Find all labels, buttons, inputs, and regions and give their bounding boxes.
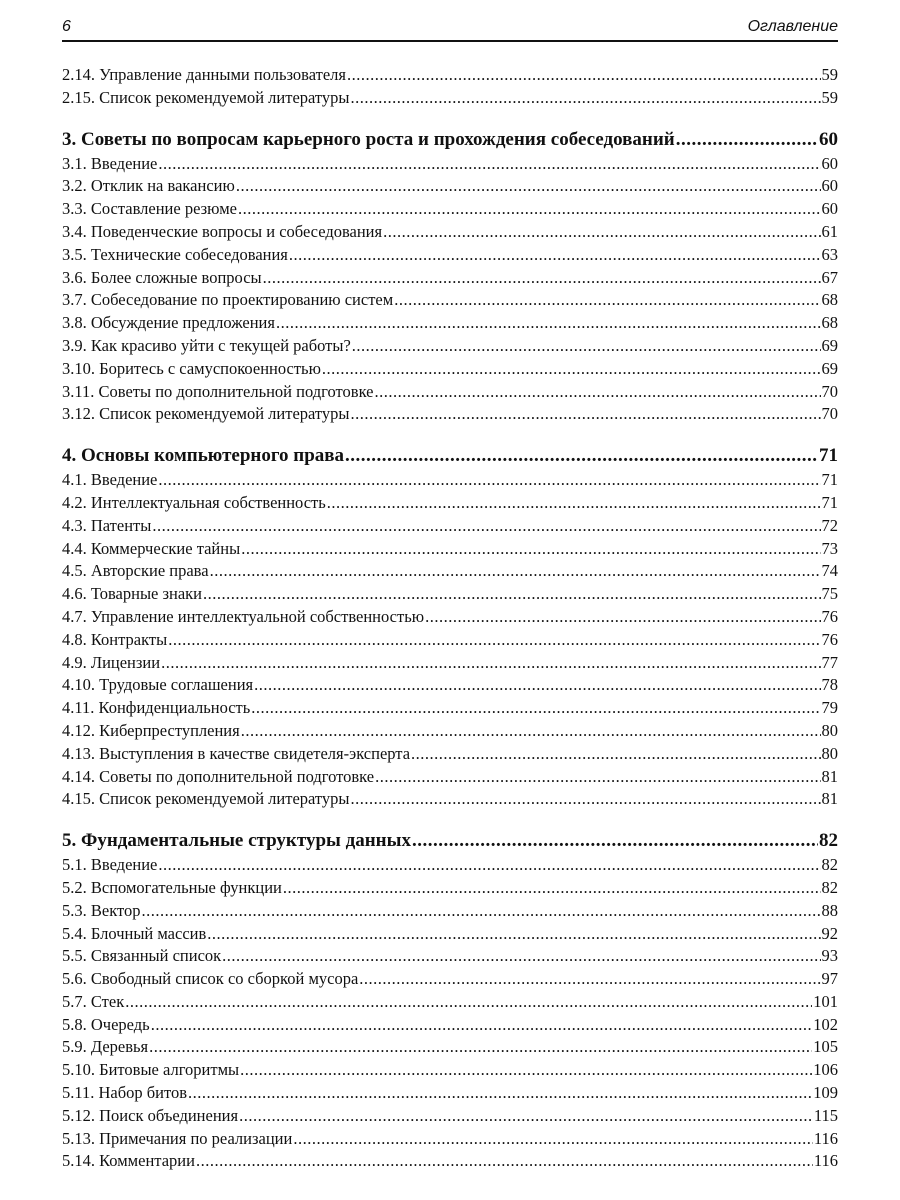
toc-entry[interactable] [62, 900, 838, 923]
dot-leader [188, 1082, 812, 1105]
toc-entry[interactable] [62, 312, 838, 335]
toc-entry[interactable] [62, 968, 838, 991]
dot-leader [411, 743, 820, 766]
dot-leader [351, 87, 821, 110]
toc-entry[interactable] [62, 560, 838, 583]
toc-label: 5. Фундаментальные структуры данных [62, 830, 411, 852]
toc-label: 4.2. Интеллектуальная собственность [62, 492, 326, 512]
toc-entry[interactable] [62, 1105, 838, 1128]
toc-chapter[interactable] [62, 443, 838, 469]
dot-leader [161, 652, 820, 675]
dot-leader [322, 358, 821, 381]
toc-entry[interactable] [62, 221, 838, 244]
toc-label: 5.2. Вспомогательные функции [62, 877, 282, 897]
toc-entry[interactable] [62, 335, 838, 358]
toc-label: 3. Советы по вопросам карьерного роста и прохождения собеседований [62, 128, 675, 150]
dot-leader [276, 312, 821, 335]
dot-leader [283, 877, 821, 900]
toc-entry[interactable] [62, 153, 838, 176]
dot-leader [142, 900, 821, 923]
toc-page-number: 76 [821, 606, 838, 626]
toc-label: 5.8. Очередь [62, 1014, 150, 1034]
toc-entry[interactable] [62, 606, 838, 629]
toc-entry[interactable] [62, 87, 838, 110]
toc-label: 3.4. Поведенческие вопросы и собеседования [62, 221, 383, 241]
toc-entry[interactable] [62, 469, 838, 492]
toc-entry[interactable] [62, 538, 838, 561]
toc-page-number: 105 [813, 1037, 838, 1057]
toc-label: 5.4. Блочный массив [62, 923, 207, 943]
toc-page-number: 79 [821, 698, 838, 718]
toc-label: 4.9. Лицензии [62, 652, 161, 672]
toc-label: 4.11. Конфиденциальность [62, 698, 251, 718]
toc-label: 5.11. Набор битов [62, 1083, 188, 1103]
toc-label: 3.5. Технические собеседования [62, 244, 288, 264]
toc-entry[interactable] [62, 381, 838, 404]
toc-label: 3.11. Советы по дополнительной подготовке [62, 381, 374, 401]
toc-label: 5.3. Вектор [62, 900, 141, 920]
toc-entry[interactable] [62, 1082, 838, 1105]
toc-label: 4.14. Советы по дополнительной подготовке [62, 766, 375, 786]
dot-leader [239, 1105, 813, 1128]
toc-label: 5.10. Битовые алгоритмы [62, 1060, 240, 1080]
toc-label: 5.12. Поиск объединения [62, 1105, 239, 1125]
toc-page-number: 73 [821, 538, 838, 558]
toc-page-number: 116 [813, 1151, 838, 1171]
toc-entry[interactable] [62, 697, 838, 720]
toc-entry[interactable] [62, 1128, 838, 1151]
toc-page-number: 75 [821, 584, 838, 604]
toc-page-number: 61 [821, 221, 838, 241]
toc-label: 4.5. Авторские права [62, 561, 209, 581]
toc-label: 2.15. Список рекомендуемой литературы [62, 87, 350, 107]
dot-leader [425, 606, 820, 629]
toc-page-number: 77 [821, 652, 838, 672]
toc-entry[interactable] [62, 923, 838, 946]
dot-leader [351, 403, 821, 426]
toc-page-number: 101 [813, 991, 838, 1011]
toc-page-number: 78 [821, 675, 838, 695]
toc-label: 5.6. Свободный список со сборкой мусора [62, 969, 359, 989]
toc-page-number: 81 [821, 789, 838, 809]
dot-leader [394, 289, 820, 312]
toc-entry[interactable] [62, 289, 838, 312]
toc-page-number: 82 [821, 877, 838, 897]
toc-page-number: 116 [813, 1128, 838, 1148]
page-header [62, 18, 838, 42]
toc-page-number: 92 [821, 923, 838, 943]
dot-leader [158, 153, 820, 176]
toc-label: 4.15. Список рекомендуемой литературы [62, 789, 350, 809]
toc-page-number: 115 [813, 1105, 838, 1125]
toc-page-number: 67 [821, 267, 838, 287]
dot-leader [125, 991, 812, 1014]
dot-leader [238, 198, 820, 221]
dot-leader [207, 923, 820, 946]
dot-leader [241, 720, 821, 743]
dot-leader [375, 381, 821, 404]
toc-page-number: 72 [821, 515, 838, 535]
toc-page-number: 76 [821, 629, 838, 649]
toc-label: 5.5. Связанный список [62, 946, 222, 966]
dot-leader [251, 697, 820, 720]
dot-leader [196, 1150, 813, 1173]
dot-leader [351, 788, 821, 811]
toc-label: 3.12. Список рекомендуемой литературы [62, 404, 350, 424]
toc-label: 4. Основы компьютерного права [62, 445, 345, 467]
toc-label: 3.3. Составление резюме [62, 199, 238, 219]
toc-label: 4.10. Трудовые соглашения [62, 675, 254, 695]
toc-page-number: 60 [821, 176, 838, 196]
toc-entry[interactable] [62, 991, 838, 1014]
toc-chapter[interactable] [62, 127, 838, 153]
toc-page-number: 74 [821, 561, 838, 581]
toc-entry[interactable] [62, 583, 838, 606]
toc-page-number: 71 [819, 445, 838, 467]
toc-label: 4.12. Киберпреступления [62, 720, 240, 740]
toc-entry[interactable] [62, 198, 838, 221]
toc-label: 5.14. Комментарии [62, 1151, 195, 1171]
toc-entry[interactable] [62, 64, 838, 87]
dot-leader [345, 443, 818, 469]
toc-label: 3.2. Отклик на вакансию [62, 176, 235, 196]
toc-page-number: 70 [821, 381, 838, 401]
dot-leader [151, 1014, 813, 1037]
dot-leader [676, 127, 818, 153]
dot-leader [240, 1059, 812, 1082]
dot-leader [158, 854, 820, 877]
dot-leader [375, 766, 820, 789]
dot-leader [289, 244, 821, 267]
dot-leader [241, 538, 820, 561]
dot-leader [168, 629, 820, 652]
toc-label: 3.6. Более сложные вопросы [62, 267, 262, 287]
dot-leader [254, 674, 820, 697]
dot-leader [359, 968, 820, 991]
toc-page-number: 70 [821, 404, 838, 424]
toc-entry[interactable] [62, 1059, 838, 1082]
toc-page-number: 69 [821, 358, 838, 378]
dot-leader [152, 515, 820, 538]
toc-label: 4.13. Выступления в качестве свидетеля-эксперта [62, 743, 411, 763]
toc-label: 4.3. Патенты [62, 515, 152, 535]
toc-label: 4.6. Товарные знаки [62, 584, 202, 604]
toc-entry[interactable] [62, 743, 838, 766]
toc-page-number: 93 [821, 946, 838, 966]
toc-entry[interactable] [62, 358, 838, 381]
dot-leader [210, 560, 821, 583]
toc-entry[interactable] [62, 766, 838, 789]
dot-leader [412, 828, 818, 854]
toc-page-number: 60 [819, 128, 838, 150]
toc-entry[interactable] [62, 515, 838, 538]
toc-page-number: 59 [821, 65, 838, 84]
toc-chapter[interactable] [62, 828, 838, 854]
section-gap [62, 110, 838, 127]
toc-entry[interactable] [62, 1036, 838, 1059]
toc-entry[interactable] [62, 175, 838, 198]
toc-page-number: 59 [821, 87, 838, 107]
toc-entry[interactable] [62, 492, 838, 515]
toc-label: 3.7. Собеседование по проектированию систем [62, 290, 394, 310]
toc-entry[interactable] [62, 854, 838, 877]
toc-label: 5.7. Стек [62, 991, 125, 1011]
toc-page-number: 60 [821, 153, 838, 173]
dot-leader [222, 945, 820, 968]
page-number: 6 [62, 18, 71, 35]
toc-label: 2.14. Управление данными пользователя [62, 65, 346, 84]
toc-page-number: 81 [821, 766, 838, 786]
toc-page-number: 63 [821, 244, 838, 264]
toc-page-number: 97 [821, 969, 838, 989]
toc-page-number: 82 [819, 830, 838, 852]
toc-page-number: 82 [821, 855, 838, 875]
dot-leader [347, 64, 821, 87]
toc-entry[interactable] [62, 674, 838, 697]
dot-leader [352, 335, 821, 358]
toc-entry[interactable] [62, 652, 838, 675]
toc-page-number: 60 [821, 199, 838, 219]
toc-label: 4.8. Контракты [62, 629, 168, 649]
toc-label: 3.9. Как красиво уйти с текущей работы? [62, 335, 351, 355]
toc-page-number: 88 [821, 900, 838, 920]
toc-entry[interactable] [62, 1014, 838, 1037]
section-gap [62, 426, 838, 443]
dot-leader [149, 1036, 812, 1059]
dot-leader [236, 175, 821, 198]
toc-entry[interactable] [62, 403, 838, 426]
toc-entry[interactable] [62, 244, 838, 267]
toc-page-number: 71 [821, 492, 838, 512]
toc-page-number: 80 [821, 720, 838, 740]
toc-page-number: 71 [821, 470, 838, 490]
toc-label: 5.9. Деревья [62, 1037, 149, 1057]
toc-entry[interactable] [62, 1150, 838, 1173]
dot-leader [383, 221, 820, 244]
toc-page-number: 68 [821, 290, 838, 310]
toc-page-number: 80 [821, 743, 838, 763]
toc-label: 3.10. Боритесь с самуспокоенностью [62, 358, 321, 378]
dot-leader [158, 469, 820, 492]
toc-page-number: 69 [821, 335, 838, 355]
toc-page-number: 102 [813, 1014, 838, 1034]
toc-entry[interactable] [62, 720, 838, 743]
toc-page-number: 109 [813, 1083, 838, 1103]
dot-leader [293, 1128, 813, 1151]
dot-leader [203, 583, 821, 606]
dot-leader [263, 267, 821, 290]
toc-label: 4.4. Коммерческие тайны [62, 538, 241, 558]
toc-label: 3.8. Обсуждение предложения [62, 313, 275, 333]
toc-page-number: 106 [813, 1060, 838, 1080]
table-of-contents [62, 64, 838, 1173]
section-gap [62, 811, 838, 828]
toc-label: 5.13. Примечания по реализации [62, 1128, 293, 1148]
toc-entry[interactable] [62, 629, 838, 652]
toc-label: 4.1. Введение [62, 470, 158, 490]
toc-entry[interactable] [62, 788, 838, 811]
toc-label: 4.7. Управление интеллектуальной собственностью [62, 606, 425, 626]
toc-label: 5.1. Введение [62, 855, 158, 875]
running-title: Оглавление [747, 18, 838, 35]
toc-entry[interactable] [62, 267, 838, 290]
toc-entry[interactable] [62, 877, 838, 900]
toc-label: 3.1. Введение [62, 153, 158, 173]
dot-leader [327, 492, 821, 515]
toc-page-number: 68 [821, 313, 838, 333]
toc-entry[interactable] [62, 945, 838, 968]
